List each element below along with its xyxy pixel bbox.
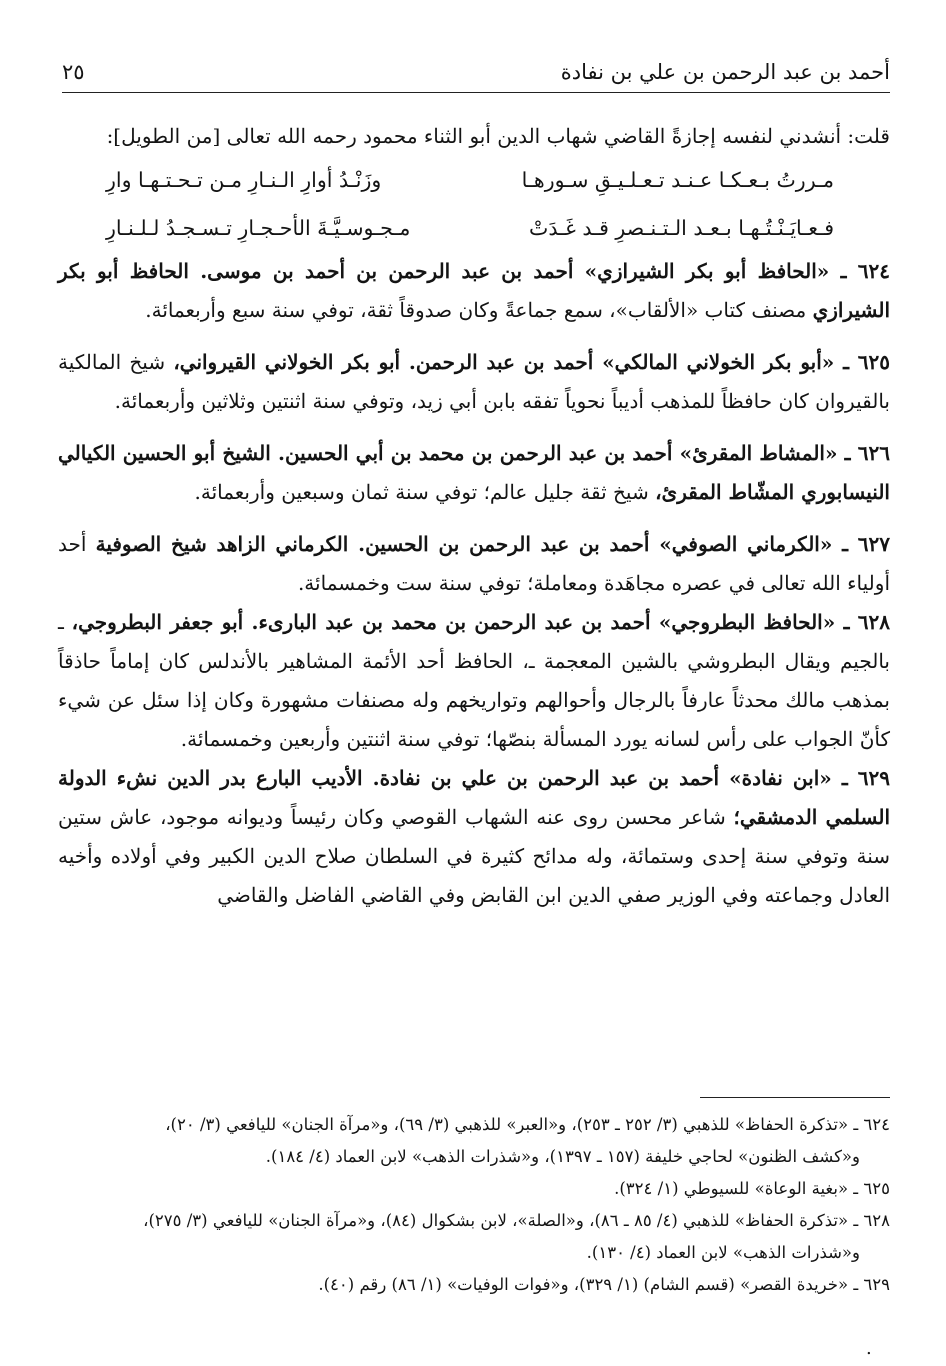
footnote-628 [60,1205,890,1269]
footnote-line: ٦٢٩ ـ «خريدة القصر» (قسم الشام) (١/ ٣٢٩)، و«فوات الوفيات» (١/ ٨٦) رقم (٤٠). [318,1275,890,1294]
entry-body: أحد أولياء الله تعالى في عصره مجاهَدة ومعاملة؛ توفي سنة ست وخمسمائة. [58,532,890,595]
entry-heading: ٦٢٨ ـ «الحافظ البطروجي» أحمد بن عبد الرحمن بن محمد بن عبد البارىء. أبو جعفر البطروجي، [71,610,891,634]
entry-heading: ٦٢٧ ـ «الكرماني الصوفي» أحمد بن عبد الرحمن بن الحسين. الكرماني الزاهد شيخ الصوفية [95,532,890,556]
entry-body: شيخ المالكية بالقيروان كان حافظاً للمذهب أديباً نحوياً تفقه بابن أبي زيد، وتوفي سنة اثنتين وثلاثين وأربعمائة. [58,350,890,413]
footnote-629 [60,1269,890,1301]
entry-624 [58,252,890,330]
footnote-line: ٦٢٨ ـ «تذكرة الحفاظ» للذهبي (٤/ ٨٥ ـ ٨٦)، و«الصلة»، لابن بشكوال (٨٤)، و«مرآة الجنان» لليافعي (٣/ ٢٧٥)، [143,1211,890,1230]
hemistich-first: مـررتُ بـعـكـا عـنـد تـعـلـيـقِ سـورهـا [521,168,834,192]
hemistich-second: وزَنْـدُ أوارِ الـنـارِ مـن تـحـتـهـا وارِ [106,168,382,192]
verse-line-2 [58,204,890,252]
footnote-divider [700,1097,890,1098]
page-number: ٢٥ [62,60,85,84]
hemistich-second: مـجـوسـيَّـةَ الأحـجـارِ تـسـجـدُ لـلـنـارِ [106,216,411,240]
entry-625 [58,343,890,421]
footnote-line-continued: و«كشف الظنون» لحاجي خليفة (١٥٧ ـ ١٣٩٧)، و«شذرات الذهب» لابن العماد (٤/ ١٨٤). [265,1147,860,1166]
footnote-line-continued: و«شذرات الذهب» لابن العماد (٤/ ١٣٠). [586,1243,860,1262]
footnote-624 [60,1109,890,1173]
footnote-625 [60,1173,890,1205]
main-text [58,117,890,915]
entry-body: ـ بالجيم ويقال البطروشي بالشين المعجمة ـ، الحافظ أحد الأئمة المشاهير بالأندلس كان إماماً حاذقاً بمذهب مالك محدثاً عارفاً بالرجال وأحوالهم وتواريخهم وله مصنفات مشهورة وكان إذا سئل عن شيء كأنّ الجواب على رأس لسانه يورد المسألة بنصّها؛ توفي سنة اثنتين وأربعين وخمسمائة. [58,610,890,751]
entry-626 [58,434,890,512]
footnote-line: ٦٢٤ ـ «تذكرة الحفاظ» للذهبي (٣/ ٢٥٢ ـ ٢٥٣)، و«العبر» للذهبي (٣/ ٦٩)، و«مرآة الجنان» لليافعي (٣/ ٢٠)، [165,1115,890,1134]
running-title: أحمد بن عبد الرحمن بن علي بن نفادة [560,60,890,84]
entry-629 [58,759,890,915]
page-mark: . [866,1338,872,1359]
entry-body: مصنف كتاب «الألقاب»، سمع جماعةً وكان صدوقاً ثقة، توفي سنة سبع وأربعمائة. [145,298,813,322]
entry-body: شاعر محسن روى عنه الشهاب القوصي وكان رئيساً وديوانه موجود، عاش ستين سنة وتوفي سنة إحدى وستمائة، وله مدائح كثيرة في السلطان صلاح الدين الكبير وفي أولاده وأخيه العادل وجماعته وفي الوزير صفي الدين ابن القابض وفي القاضي الفاضل والقاضي [58,805,890,907]
entry-heading: ٦٢٩ ـ «ابن نفادة» أحمد بن عبد الرحمن بن علي بن نفادة. الأديب البارع بدر الدين نشء الدولة السلمي الدمشقي؛ [58,766,891,829]
entry-627 [58,525,890,603]
poem [58,156,890,252]
verse-line-1 [58,156,890,204]
running-header [62,58,890,93]
entry-heading: ٦٢٥ ـ «أبو بكر الخولاني المالكي» أحمد بن عبد الرحمن. أبو بكر الخولاني القيرواني، [173,350,891,374]
entry-body: شيخ ثقة جليل عالم؛ توفي سنة ثمان وسبعين وأربعمائة. [194,480,656,504]
intro-paragraph: قلت: أنشدني لنفسه إجازةً القاضي شهاب الدين أبو الثناء محمود رحمه الله تعالى [من الطويل]: [106,124,890,148]
entry-628 [58,603,890,759]
hemistich-first: فـعـايَـنْـتُـهـا بـعـد الـتـنـصرِ قـد غَـدَتْ [529,216,834,240]
entry-heading: ٦٢٤ ـ «الحافظ أبو بكر الشيرازي» أحمد بن عبد الرحمن بن أحمد بن موسى. الحافظ أبو بكر الشيرازي [58,259,890,322]
footnote-list [60,1109,890,1301]
footnote-line: ٦٢٥ ـ «بغية الوعاة» للسيوطي (١/ ٣٢٤). [614,1179,890,1198]
entry-heading: ٦٢٦ ـ «المشاط المقرئ» أحمد بن عبد الرحمن بن محمد بن أبي الحسين. الشيخ أبو الحسين الكيالي النيسابوري المشّاط المقرئ، [58,441,890,504]
